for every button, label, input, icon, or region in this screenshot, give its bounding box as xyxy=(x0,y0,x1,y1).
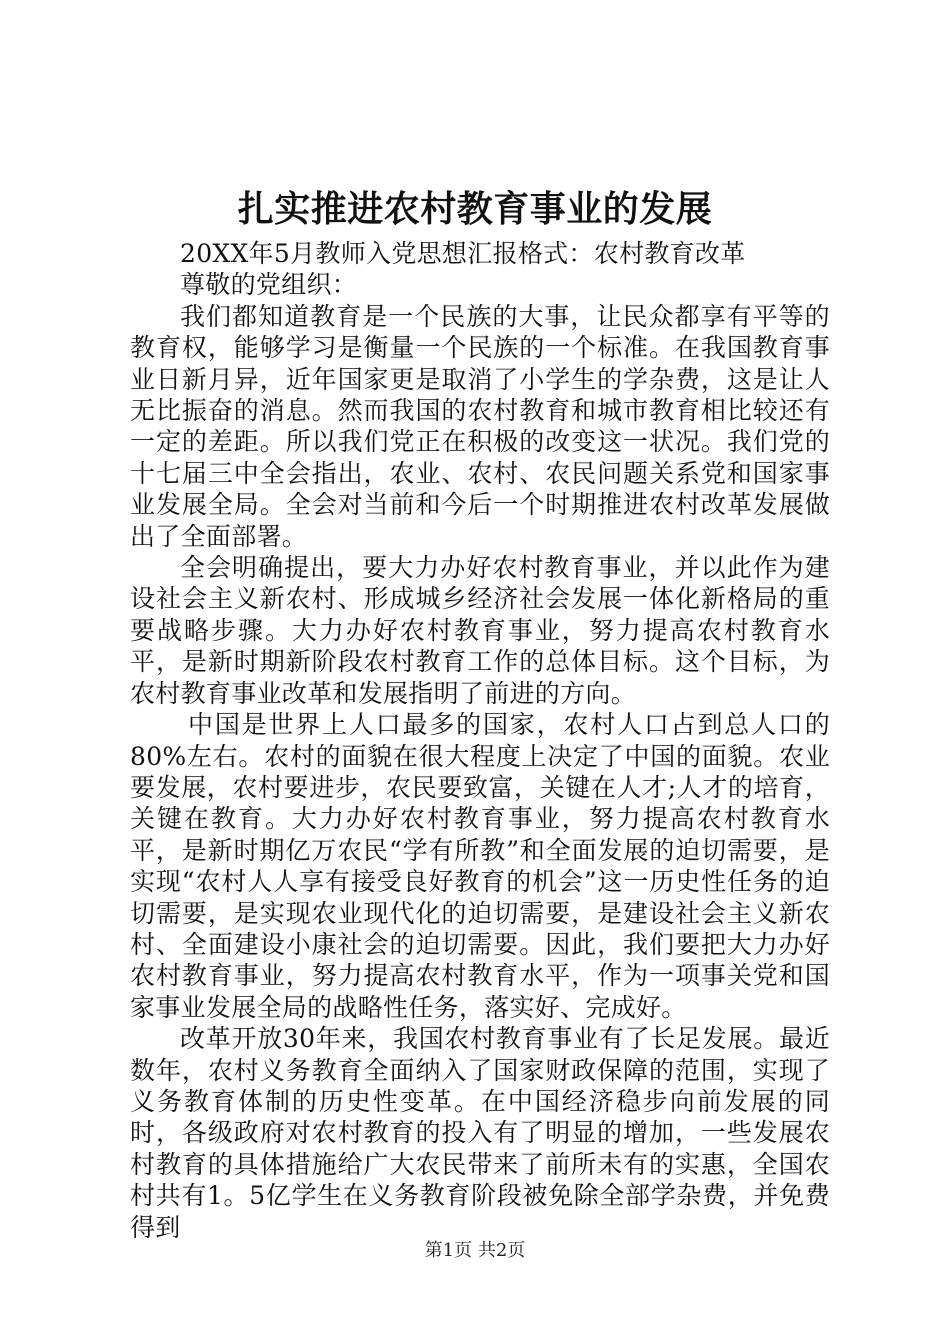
document-title: 扎实推进农村教育事业的发展 xyxy=(237,188,713,230)
document-subtitle: 20XX年5月教师入党思想汇报格式：农村教育改革 xyxy=(180,239,746,268)
paragraph-2: 全会明确提出，要大力办好农村教育事业，并以此作为建设社会主义新农村、形成城乡经济社会发展一体化新格局的重要战略步骤。大力办好农村教育事业，努力提高农村教育水平，是新时期新阶段农村教育工作的总体目标。这个目标，为农村教育事业改革和发展指明了前进的方向。 xyxy=(130,553,830,708)
paragraph-1: 我们都知道教育是一个民族的大事，让民众都享有平等的教育权，能够学习是衡量一个民族的一个标准。在我国教育事业日新月异，近年国家更是取消了小学生的学杂费，这是让人无比振奋的消息。然而我国的农村教育和城市教育相比较还有一定的差距。所以我们党正在积极的改变这一状况。我们党的十七届三中全会指出，农业、农村、农民问题关系党和国家事业发展全局。全会对当前和今后一个时期推进农村改革发展做出了全面部署。 xyxy=(130,301,830,551)
salutation: 尊敬的党组织： xyxy=(180,270,358,300)
page-number: 第1页 共2页 xyxy=(424,1240,526,1261)
paragraph-3: 中国是世界上人口最多的国家，农村人口占到总人口的80%左右。农村的面貌在很大程度上决定了中国的面貌。农业要发展，农村要进步，农民要致富，关键在人才;人才的培育，关键在教育。大力办好农村教育事业，努力提高农村教育水平，是新时期亿万农民“学有所教”和全面发展的迫切需要，是实现“农村人人享有接受良好教育的机会”这一历史性任务的迫切需要，是实现农业现代化的迫切需要，是建设社会主义新农村、全面建设小康社会的迫切需要。因此，我们要把大力办好农村教育事业，努力提高农村教育水平，作为一项事关党和国家事业发展全局的战略性任务，落实好、完成好。 xyxy=(130,710,830,1022)
document-body xyxy=(130,238,830,1243)
paragraph-4: 改革开放30年来，我国农村教育事业有了长足发展。最近数年，农村义务教育全面纳入了国家财政保障的范围，实现了义务教育体制的历史性变革。在中国经济稳步向前发展的同时，各级政府对农村教育的投入有了明显的增加，一些发展农村教育的具体措施给广大农民带来了前所未有的实惠，全国农村共有1。5亿学生在义务教育阶段被免除全部学杂费，并免费得到 xyxy=(130,1024,830,1242)
